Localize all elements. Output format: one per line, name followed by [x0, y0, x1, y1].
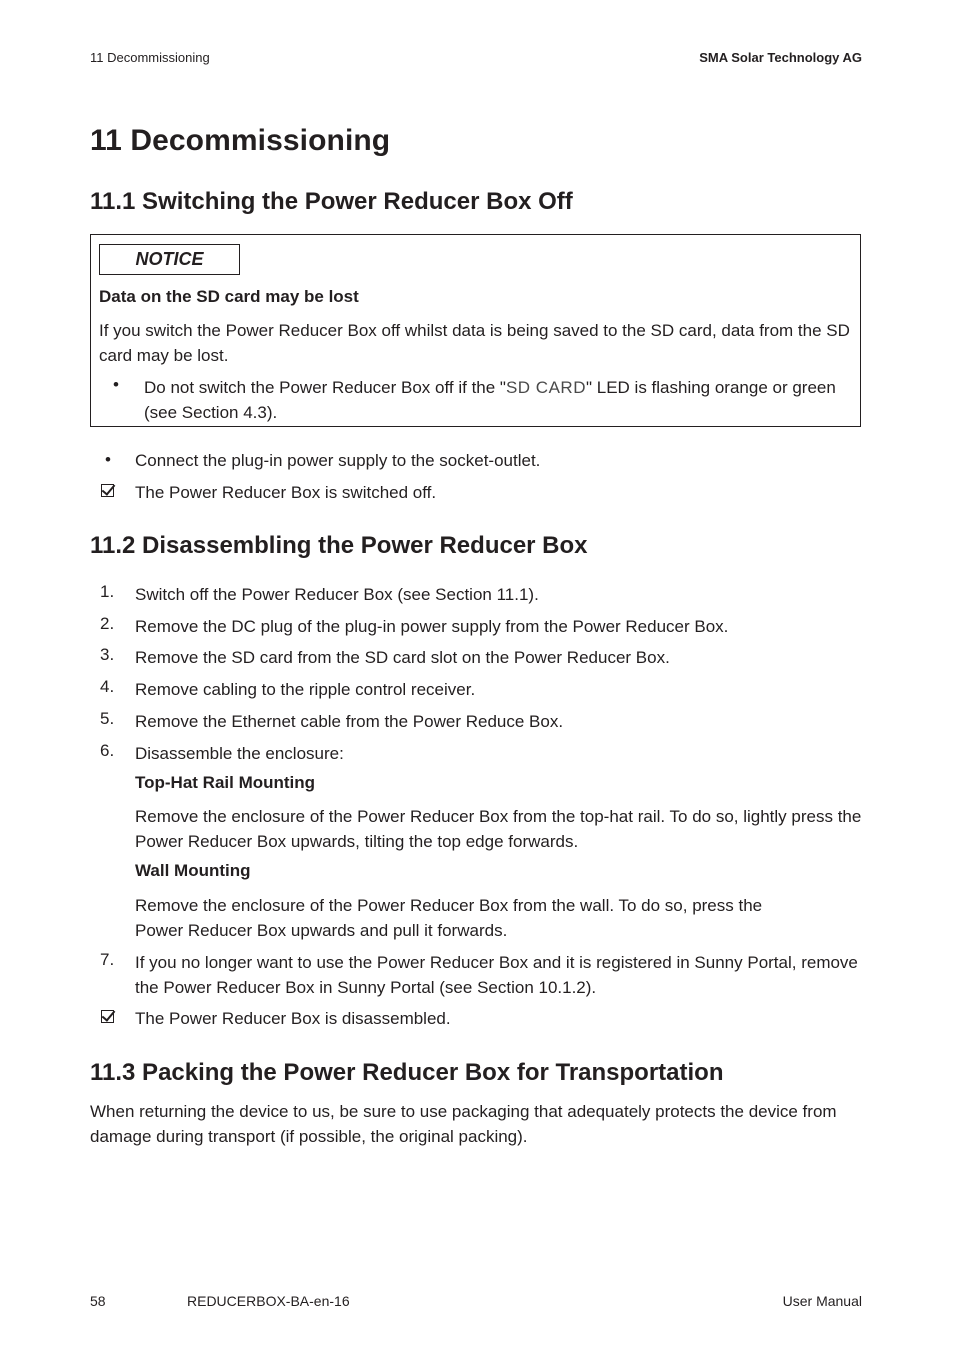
step-number: 3.: [100, 645, 115, 664]
step-text: Remove the SD card from the SD card slot on the Power Reducer Box.: [135, 648, 670, 667]
result-disassembled: The Power Reducer Box is disassembled.: [135, 1009, 451, 1028]
step-number: 5.: [100, 709, 115, 728]
top-hat-rail-text: Remove the enclosure of the Power Reducer Box from the top-hat rail. To do so, lightly press the Power Reducer Box upwards, tilting the top edge forwards.: [135, 807, 862, 851]
section-heading-11-3: 11.3 Packing the Power Reducer Box for Transportation: [90, 1059, 724, 1086]
page-number: 58: [90, 1293, 106, 1309]
step-number: 7.: [100, 950, 115, 969]
running-header-company: SMA Solar Technology AG: [699, 50, 862, 65]
subheading-wall-mounting: Wall Mounting: [135, 861, 251, 880]
step-number: 1.: [100, 582, 115, 601]
step-text: If you no longer want to use the Power Reducer Box and it is registered in Sunny Portal, remove the Power Reducer Box in Sunny Portal (see Section 10.1.2).: [135, 953, 858, 997]
section-heading-11-1: 11.1 Switching the Power Reducer Box Off: [90, 188, 573, 215]
bullet-icon: •: [105, 450, 111, 469]
subheading-top-hat-rail: Top-Hat Rail Mounting: [135, 773, 316, 792]
result-switched-off: The Power Reducer Box is switched off.: [135, 483, 437, 502]
step-text: Disassemble the enclosure:: [135, 744, 344, 763]
notice-box: [90, 234, 861, 427]
packing-text: When returning the device to us, be sure to use packaging that adequately protects the device from damage during transport (if possible, the original packing).: [90, 1102, 837, 1146]
checkmark-icon: [101, 484, 114, 497]
notice-text: If you switch the Power Reducer Box off whilst data is being saved to the SD card, data from the SD card may be lost.: [99, 321, 850, 365]
section-heading-11-2: 11.2 Disassembling the Power Reducer Box: [90, 532, 588, 559]
document-id: REDUCERBOX-BA-en-16: [187, 1293, 350, 1309]
step-number: 4.: [100, 677, 115, 696]
step-text: Remove the DC plug of the plug-in power supply from the Power Reducer Box.: [135, 617, 729, 636]
step-number: 2.: [100, 614, 115, 633]
wall-mounting-text-line2: Power Reducer Box upwards and pull it forwards.: [135, 921, 508, 940]
document-type: User Manual: [782, 1293, 862, 1309]
notice-title: Data on the SD card may be lost: [99, 287, 359, 306]
step-text: Remove cabling to the ripple control receiver.: [135, 680, 476, 699]
bullet-icon: •: [113, 375, 119, 394]
chapter-title: 11 Decommissioning: [90, 124, 391, 157]
notice-tag: NOTICE: [99, 244, 240, 275]
checkmark-icon: [101, 1010, 114, 1023]
step-connect-power: Connect the plug-in power supply to the socket-outlet.: [135, 451, 541, 470]
step-text: Remove the Ethernet cable from the Power Reduce Box.: [135, 712, 564, 731]
step-text: Switch off the Power Reducer Box (see Section 11.1).: [135, 585, 539, 604]
running-header-chapter: 11 Decommissioning: [90, 50, 210, 65]
step-number: 6.: [100, 741, 115, 760]
wall-mounting-text-line1: Remove the enclosure of the Power Reducer Box from the wall. To do so, press the: [135, 896, 763, 915]
sd-card-led-label: SD CARD: [505, 378, 586, 397]
notice-bullet-text: Do not switch the Power Reducer Box off if the "SD CARD" LED is flashing orange or green (see Section 4.3).: [144, 378, 836, 422]
